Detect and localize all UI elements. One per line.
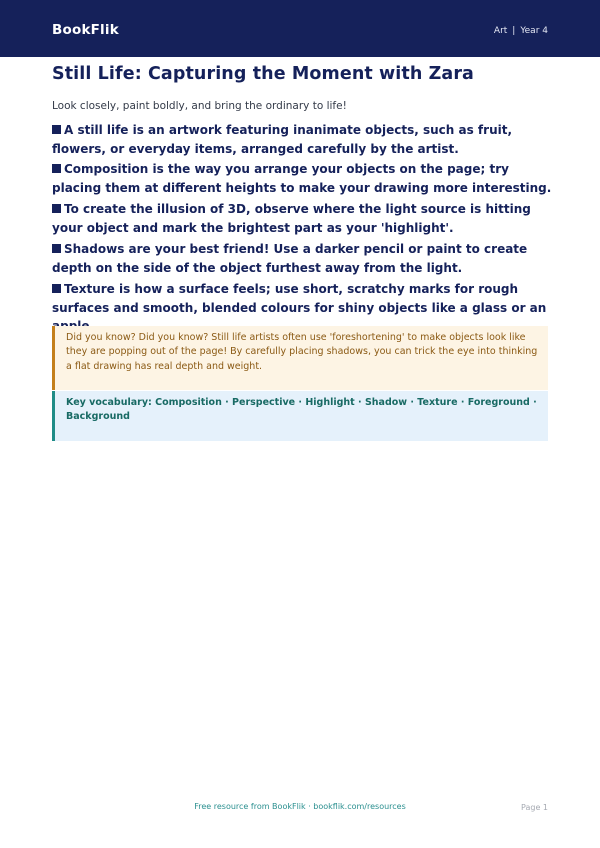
did-you-know-callout — [52, 326, 548, 390]
key-points-list — [52, 121, 552, 339]
square-bullet-icon — [52, 204, 61, 213]
page-title: Still Life: Capturing the Moment with Zara — [52, 64, 474, 84]
square-bullet-icon — [52, 284, 61, 293]
vocabulary-text: Key vocabulary: Composition · Perspective · Highlight · Shadow · Texture · Foreground · Background — [66, 397, 537, 423]
square-bullet-icon — [52, 125, 61, 134]
key-point-text: To create the illusion of 3D, observe where the light source is hitting your object and mark the brightest part as your 'highlight'. — [52, 202, 531, 235]
meta-separator: | — [512, 26, 516, 36]
square-bullet-icon — [52, 244, 61, 253]
year-label: Year 4 — [520, 26, 548, 36]
subject-label: Art — [493, 26, 508, 36]
key-point — [52, 160, 552, 197]
key-point-text: Shadows are your best friend! Use a darker pencil or paint to create depth on the side of the object furthest away from the light. — [52, 242, 528, 275]
brand-logo[interactable]: BookFlik — [52, 22, 119, 38]
key-point — [52, 240, 552, 277]
page-subtitle: Look closely, paint boldly, and bring the ordinary to life! — [52, 100, 347, 112]
key-point-text: A still life is an artwork featuring inanimate objects, such as fruit, flowers, or everyday items, arranged carefully by the artist. — [52, 123, 513, 156]
footer-resource-link[interactable]: Free resource from BookFlik · bookflik.com/resources — [194, 802, 406, 811]
key-point-text: Texture is how a surface feels; use short, scratchy marks for rough surfaces and smooth, blended colours for shiny objects like a glass or an — [52, 282, 547, 315]
key-point — [52, 200, 552, 237]
square-bullet-icon — [52, 164, 61, 173]
callout-text: Did you know? Did you know? Still life artists often use 'foreshortening' to make objects look like they are popping out of the page! By carefully placing shadows, you can trick the eye into thinking a flat drawing has real depth and weight. — [66, 332, 538, 372]
key-point-text: Composition is the way you arrange your objects on the page; try placing them at different heights to make your drawing more interesting. — [52, 162, 552, 195]
key-vocabulary-box — [52, 391, 548, 441]
page-number: Page 1 — [521, 803, 548, 812]
subject-meta — [494, 26, 548, 36]
page-header — [0, 0, 600, 57]
key-point — [52, 121, 552, 158]
